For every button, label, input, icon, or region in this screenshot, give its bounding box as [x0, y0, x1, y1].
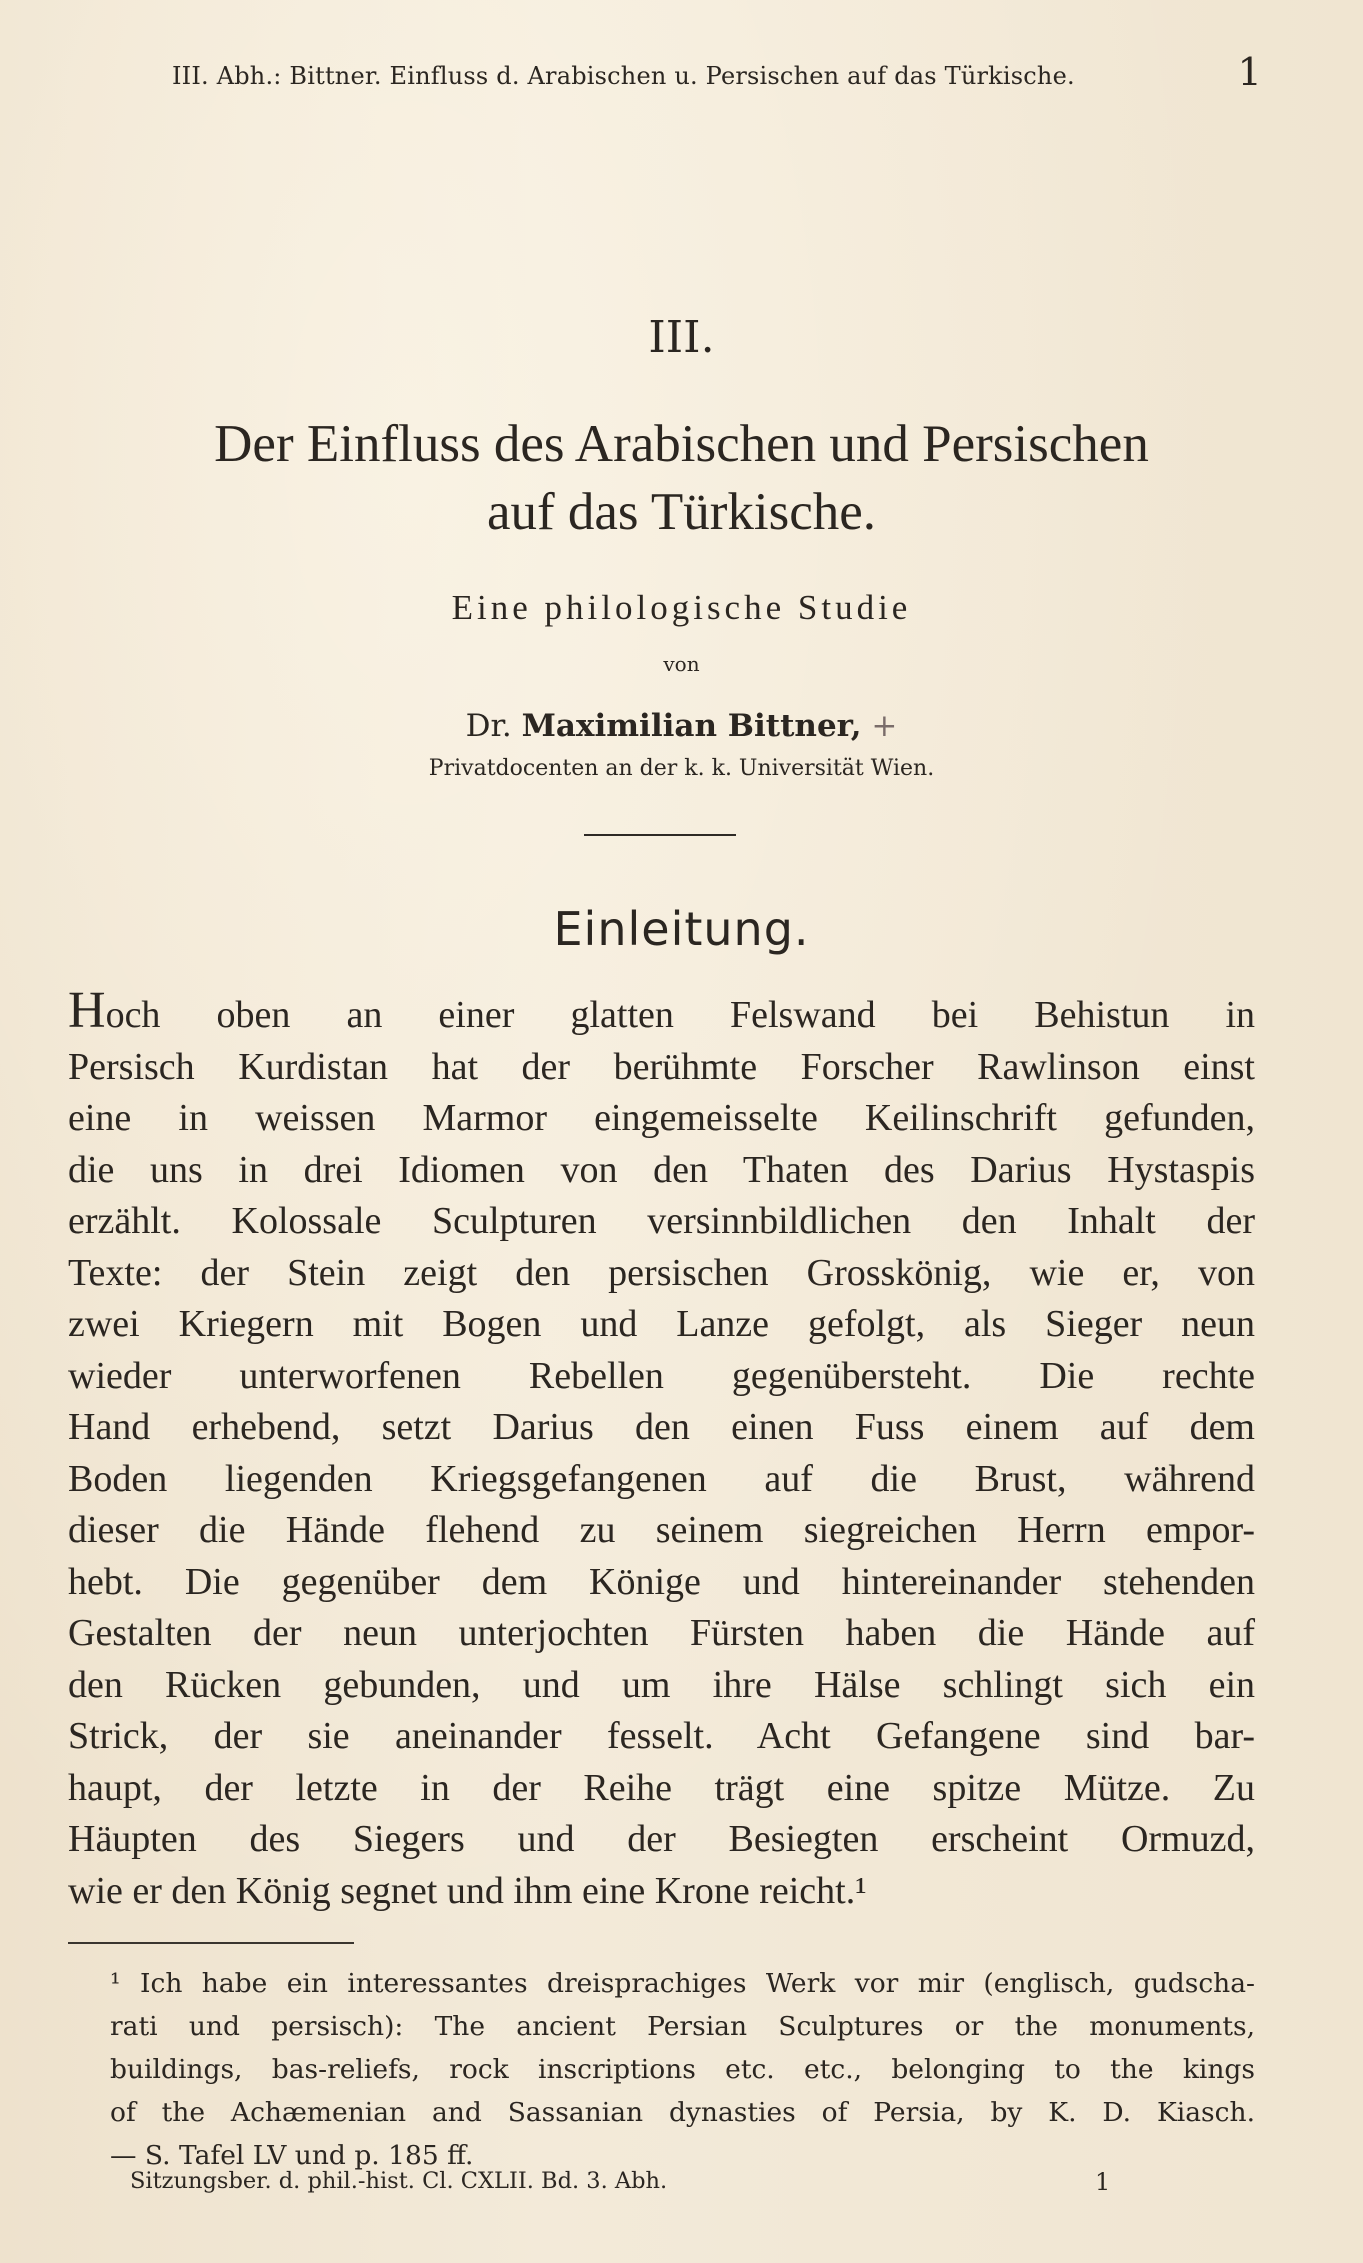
body-line: Hand erhebend, setzt Darius den einen Fuss einem auf dem — [68, 1406, 1255, 1448]
body-line: den Rücken gebunden, und um ihre Hälse schlingt sich ein — [68, 1663, 1255, 1706]
body-line: eine in weissen Marmor eingemeisselte Keilinschrift gefunden, — [68, 1097, 1255, 1139]
article-subtitle: Eine philologische Studie — [451, 588, 912, 627]
footer-signature: Sitzungsber. d. phil.-hist. Cl. CXLII. Bd. 3. Abh. — [130, 2168, 668, 2194]
section-heading: Einleitung. — [553, 902, 810, 956]
byline-von: von — [663, 652, 700, 676]
drop-cap: H — [68, 982, 106, 1039]
running-title: III. Abh.: Bittner. Einfluss d. Arabischen u. Persischen auf das Türkische. — [172, 62, 1075, 90]
body-text — [68, 982, 1255, 1917]
page-number: 1 — [1237, 50, 1262, 94]
footnote-line: rati und persisch): The ancient Persian Sculptures or the monuments, — [110, 2011, 1255, 2042]
footnote-line: buildings, bas-reliefs, rock inscriptions etc. etc., belonging to the kings — [110, 2054, 1255, 2085]
part-numeral: III. — [648, 312, 715, 363]
title-line-2: auf das Türkische. — [486, 483, 877, 541]
author-handwritten-mark: + — [871, 708, 898, 744]
page-footer — [130, 2168, 1250, 2194]
title-line-1: Der Einfluss des Arabischen und Persischen — [214, 415, 1149, 473]
body-line: Texte: der Stein zeigt den persischen Grosskönig, wie er, von — [68, 1251, 1255, 1294]
author-name: Maximilian Bittner, — [521, 708, 862, 744]
footer-sheet-number: 1 — [1095, 2168, 1111, 2196]
title-divider — [584, 834, 736, 836]
footnote-separator — [68, 1942, 354, 1944]
body-line: dieser die Hände flehend zu seinem siegreichen Herrn empor- — [68, 1509, 1255, 1551]
body-line: die uns in drei Idiomen von den Thaten des Darius Hystaspis — [68, 1148, 1255, 1191]
body-line: erzählt. Kolossale Sculpturen versinnbildlichen den Inhalt der — [68, 1200, 1255, 1242]
article-title — [60, 410, 1303, 546]
body-line: haupt, der letzte in der Reihe trägt eine spitze Mütze. Zu — [68, 1766, 1255, 1809]
body-line: Hoch oben an einer glatten Felswand bei Behistun in — [68, 982, 1255, 1039]
footnote-line: — S. Tafel LV und p. 185 ff. — [110, 2140, 474, 2171]
show-through-text — [70, 150, 1270, 202]
running-header — [172, 50, 1262, 94]
body-line: Boden liegenden Kriegsgefangenen auf die Brust, während — [68, 1457, 1255, 1500]
author-affiliation: Privatdocenten an der k. k. Universität Wien. — [428, 756, 935, 781]
body-line: Häupten des Siegers und der Besiegten erscheint Ormuzd, — [68, 1818, 1255, 1860]
footnote-line: of the Achæmenian and Sassanian dynasties of Persia, by K. D. Kiasch. — [110, 2097, 1255, 2128]
body-line: Persisch Kurdistan hat der berühmte Forscher Rawlinson einst — [68, 1045, 1255, 1088]
body-line: wieder unterworfenen Rebellen gegenübersteht. Die rechte — [68, 1354, 1255, 1397]
footnote-line: ¹ Ich habe ein interessantes dreisprachiges Werk vor mir (englisch, gudscha- — [110, 1968, 1255, 1999]
body-line: Gestalten der neun unterjochten Fürsten haben die Hände auf — [68, 1612, 1255, 1654]
footnote — [68, 1962, 1255, 2177]
author-line — [0, 708, 1363, 744]
body-line: Strick, der sie aneinander fesselt. Acht Gefangene sind bar- — [68, 1715, 1255, 1757]
author-prefix: Dr. — [465, 708, 512, 744]
body-line: wie er den König segnet und ihm eine Krone reicht.¹ — [68, 1869, 867, 1912]
body-line: hebt. Die gegenüber dem Könige und hintereinander stehenden — [68, 1560, 1255, 1603]
body-line: zwei Kriegern mit Bogen und Lanze gefolgt, als Sieger neun — [68, 1303, 1255, 1345]
